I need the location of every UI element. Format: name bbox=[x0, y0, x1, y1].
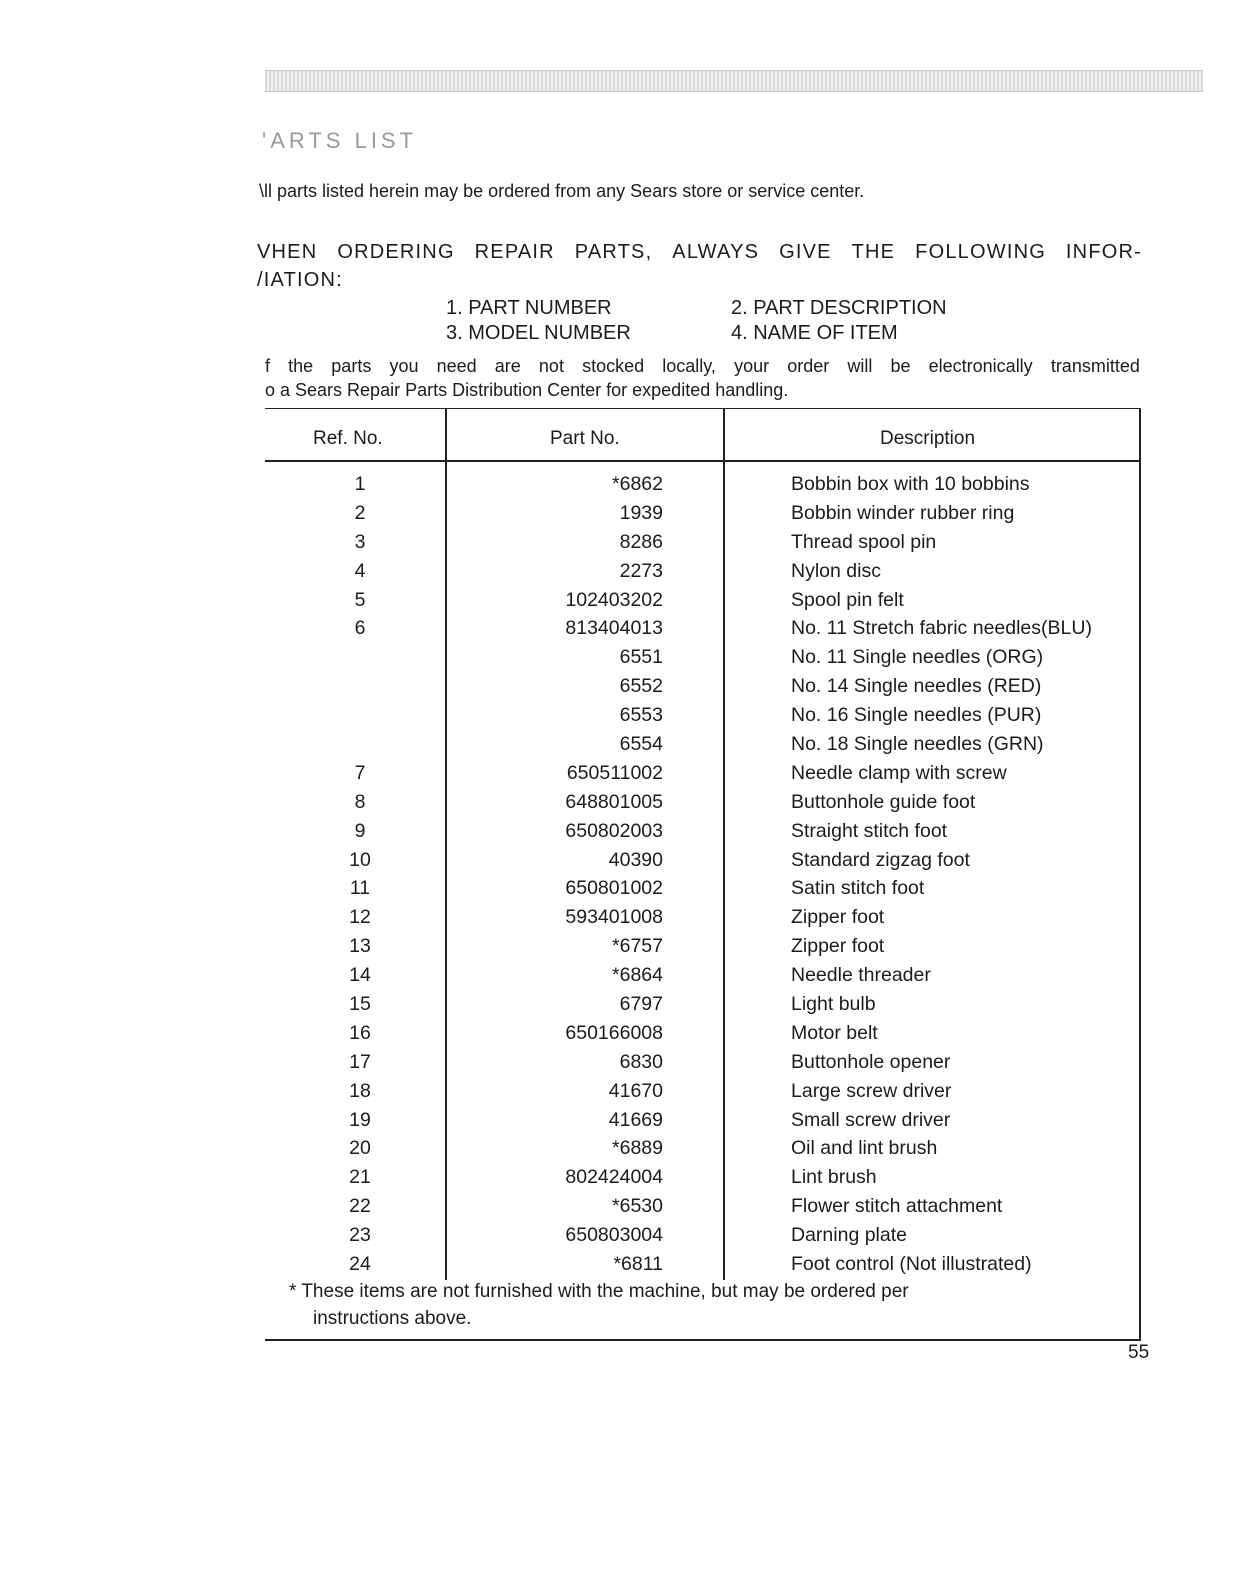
part-no-cell: 2273 bbox=[619, 559, 663, 582]
ordering-items-row bbox=[446, 321, 947, 346]
note-line-2: o a Sears Repair Parts Distribution Center for expedited handling. bbox=[265, 380, 789, 400]
ordering-word: FOLLOWING bbox=[915, 241, 1046, 263]
ref-no-cell: 12 bbox=[349, 906, 371, 929]
ordering-word: THE bbox=[851, 241, 896, 263]
ref-no-cell: 2 bbox=[354, 501, 366, 524]
footnote-line-2: instructions above. bbox=[313, 1308, 472, 1329]
description-cell: Light bulb bbox=[791, 993, 876, 1016]
description-cell: Darning plate bbox=[791, 1224, 907, 1247]
table-row bbox=[265, 935, 1141, 964]
note-word: stocked bbox=[582, 356, 645, 376]
note-word: parts bbox=[331, 356, 372, 376]
table-row bbox=[265, 1051, 1141, 1080]
ordering-item: 2. PART DESCRIPTION bbox=[731, 297, 947, 319]
ordering-word: VHEN bbox=[257, 241, 318, 263]
table-row bbox=[265, 589, 1141, 618]
description-cell: Bobbin box with 10 bobbins bbox=[791, 473, 1030, 495]
description-cell: No. 16 Single needles (PUR) bbox=[791, 704, 1042, 727]
part-no-cell: 650801002 bbox=[565, 877, 663, 900]
description-cell: Buttonhole guide foot bbox=[791, 790, 976, 813]
part-no-cell: 41669 bbox=[608, 1108, 663, 1131]
note-word: are bbox=[494, 356, 521, 376]
table-row bbox=[265, 502, 1141, 531]
note-word: not bbox=[538, 356, 564, 376]
description-cell: Zipper foot bbox=[791, 935, 885, 958]
description-cell: Bobbin winder rubber ring bbox=[791, 501, 1015, 524]
table-bottom-rule bbox=[265, 1339, 1141, 1341]
description-cell: Buttonhole opener bbox=[791, 1050, 951, 1073]
ref-no-cell: 15 bbox=[349, 993, 371, 1016]
table-row bbox=[265, 1080, 1141, 1109]
ordering-item: 3. MODEL NUMBER bbox=[446, 322, 631, 344]
description-cell: No. 18 Single needles (GRN) bbox=[791, 733, 1044, 756]
description-cell: Thread spool pin bbox=[791, 530, 937, 553]
part-no-cell: 650803004 bbox=[565, 1224, 663, 1247]
note-word: your bbox=[734, 356, 770, 376]
ref-no-cell: 10 bbox=[349, 848, 371, 871]
part-no-cell: 6553 bbox=[619, 704, 663, 727]
ordering-word: GIVE bbox=[779, 241, 832, 263]
table-row bbox=[265, 531, 1141, 560]
table-row bbox=[265, 1195, 1141, 1224]
ref-no-cell: 19 bbox=[349, 1108, 371, 1131]
page-title: 'ARTS LIST bbox=[262, 128, 418, 153]
part-no-cell: 813404013 bbox=[565, 617, 663, 640]
table-row bbox=[265, 675, 1141, 704]
table-row bbox=[265, 877, 1141, 906]
description-cell: Nylon disc bbox=[791, 559, 881, 582]
note-word: need bbox=[436, 356, 477, 376]
table-row bbox=[265, 849, 1141, 878]
intro-text: \ll parts listed herein may be ordered from any Sears store or service center. bbox=[259, 181, 865, 201]
description-cell: No. 11 Single needles (ORG) bbox=[791, 646, 1044, 669]
ref-no-cell: 11 bbox=[349, 877, 371, 900]
part-no-cell: 802424004 bbox=[565, 1166, 663, 1189]
table-row bbox=[265, 1224, 1141, 1253]
ref-no-cell: 13 bbox=[349, 935, 371, 958]
table-row bbox=[265, 646, 1141, 675]
table-header-rule bbox=[265, 460, 1141, 462]
part-no-cell: 40390 bbox=[608, 848, 663, 871]
part-no-cell: 6551 bbox=[619, 646, 663, 669]
table-row bbox=[265, 473, 1141, 502]
ref-no-cell: 21 bbox=[349, 1166, 371, 1189]
ordering-instructions bbox=[257, 238, 1142, 294]
description-cell: Satin stitch foot bbox=[791, 877, 925, 900]
part-no-cell: 41670 bbox=[608, 1079, 663, 1102]
ref-no-cell: 17 bbox=[349, 1050, 371, 1073]
description-cell: No. 11 Stretch fabric needles(BLU) bbox=[791, 617, 1092, 640]
note-word: transmitted bbox=[1050, 356, 1140, 376]
description-cell: Motor belt bbox=[791, 1021, 878, 1044]
part-no-cell: *6757 bbox=[612, 935, 663, 958]
part-no-cell: 102403202 bbox=[565, 588, 663, 611]
part-no-cell: 6552 bbox=[619, 675, 663, 698]
ordering-line-2: /IATION: bbox=[257, 269, 343, 291]
ordering-word: INFOR- bbox=[1065, 241, 1142, 263]
ref-no-cell: 1 bbox=[354, 473, 366, 495]
note-word: locally, bbox=[662, 356, 716, 376]
table-row bbox=[265, 1166, 1141, 1195]
part-no-cell: 648801005 bbox=[565, 790, 663, 813]
note-line-1 bbox=[265, 354, 1140, 378]
description-cell: Needle threader bbox=[791, 964, 931, 987]
page-number: 55 bbox=[1128, 1342, 1150, 1363]
note-word: electronically bbox=[928, 356, 1033, 376]
note-word: be bbox=[890, 356, 911, 376]
part-no-cell: *6862 bbox=[612, 473, 663, 495]
ref-no-cell: 18 bbox=[349, 1079, 371, 1102]
header-band bbox=[265, 70, 1203, 92]
ordering-word: ALWAYS bbox=[672, 241, 760, 263]
part-no-cell: 593401008 bbox=[565, 906, 663, 929]
ref-no-cell: 22 bbox=[349, 1195, 371, 1218]
ref-no-cell: 20 bbox=[349, 1137, 371, 1160]
column-header-ref: Ref. No. bbox=[313, 428, 383, 449]
part-no-cell: 650511002 bbox=[566, 761, 663, 784]
part-no-cell: 6797 bbox=[619, 993, 663, 1016]
table-row bbox=[265, 791, 1141, 820]
ref-no-cell: 5 bbox=[354, 588, 366, 611]
ref-no-cell: 6 bbox=[354, 617, 366, 640]
part-no-cell: *6889 bbox=[612, 1137, 663, 1160]
ref-no-cell: 9 bbox=[354, 819, 366, 842]
part-no-cell: *6811 bbox=[613, 1253, 663, 1276]
table-row bbox=[265, 820, 1141, 849]
table-row bbox=[265, 762, 1141, 791]
ordering-items-row bbox=[446, 296, 947, 321]
ordering-word: REPAIR bbox=[474, 241, 555, 263]
ref-no-cell: 7 bbox=[354, 761, 366, 784]
part-no-cell: 6830 bbox=[619, 1050, 663, 1073]
ref-no-cell: 8 bbox=[354, 790, 366, 813]
parts-table bbox=[265, 408, 1141, 1341]
ordering-item: 4. NAME OF ITEM bbox=[731, 322, 898, 344]
description-cell: Lint brush bbox=[791, 1166, 877, 1189]
table-top-rule bbox=[265, 408, 1141, 409]
part-no-cell: 8286 bbox=[619, 530, 663, 553]
table-row bbox=[265, 617, 1141, 646]
ref-no-cell: 3 bbox=[354, 530, 366, 553]
column-header-description: Description bbox=[880, 428, 976, 449]
distribution-note bbox=[265, 354, 1140, 402]
table-row bbox=[265, 906, 1141, 935]
part-no-cell: 6554 bbox=[619, 733, 663, 756]
description-cell: Oil and lint brush bbox=[791, 1137, 938, 1160]
part-no-cell: *6864 bbox=[612, 964, 663, 987]
part-no-cell: 650166008 bbox=[565, 1021, 663, 1044]
ref-no-cell: 14 bbox=[349, 964, 371, 987]
ref-no-cell: 24 bbox=[349, 1253, 371, 1276]
table-body bbox=[265, 473, 1141, 1282]
ref-no-cell: 23 bbox=[349, 1224, 371, 1247]
note-word: the bbox=[288, 356, 314, 376]
description-cell: Straight stitch foot bbox=[791, 819, 948, 842]
table-row bbox=[265, 993, 1141, 1022]
part-no-cell: 1939 bbox=[619, 501, 663, 524]
table-row bbox=[265, 1137, 1141, 1166]
description-cell: No. 14 Single needles (RED) bbox=[791, 675, 1042, 698]
description-cell: Needle clamp with screw bbox=[791, 761, 1007, 784]
note-word: f bbox=[265, 356, 271, 376]
table-row bbox=[265, 704, 1141, 733]
ref-no-cell: 4 bbox=[354, 559, 366, 582]
ordering-word: ORDERING bbox=[337, 241, 455, 263]
note-word: will bbox=[847, 356, 873, 376]
description-cell: Spool pin felt bbox=[791, 588, 904, 611]
description-cell: Flower stitch attachment bbox=[791, 1195, 1003, 1218]
ref-no-cell: 16 bbox=[349, 1021, 371, 1044]
description-cell: Foot control (Not illustrated) bbox=[791, 1253, 1032, 1276]
table-row bbox=[265, 560, 1141, 589]
description-cell: Large screw driver bbox=[791, 1079, 952, 1102]
ordering-item: 1. PART NUMBER bbox=[446, 297, 612, 319]
part-no-cell: *6530 bbox=[612, 1195, 663, 1218]
table-row bbox=[265, 1109, 1141, 1138]
footnote bbox=[289, 1278, 909, 1332]
table-row bbox=[265, 733, 1141, 762]
note-word: order bbox=[787, 356, 830, 376]
ordering-word: PARTS, bbox=[574, 241, 653, 263]
column-header-part: Part No. bbox=[550, 428, 620, 449]
part-no-cell: 650802003 bbox=[565, 819, 663, 842]
description-cell: Standard zigzag foot bbox=[791, 848, 970, 871]
description-cell: Small screw driver bbox=[791, 1108, 951, 1131]
footnote-line-1: * These items are not furnished with the machine, but may be ordered per bbox=[289, 1281, 909, 1302]
ordering-items bbox=[446, 296, 947, 346]
ordering-line-1 bbox=[257, 238, 1142, 266]
table-row bbox=[265, 1022, 1141, 1051]
note-word: you bbox=[389, 356, 419, 376]
description-cell: Zipper foot bbox=[791, 906, 885, 929]
table-row bbox=[265, 964, 1141, 993]
